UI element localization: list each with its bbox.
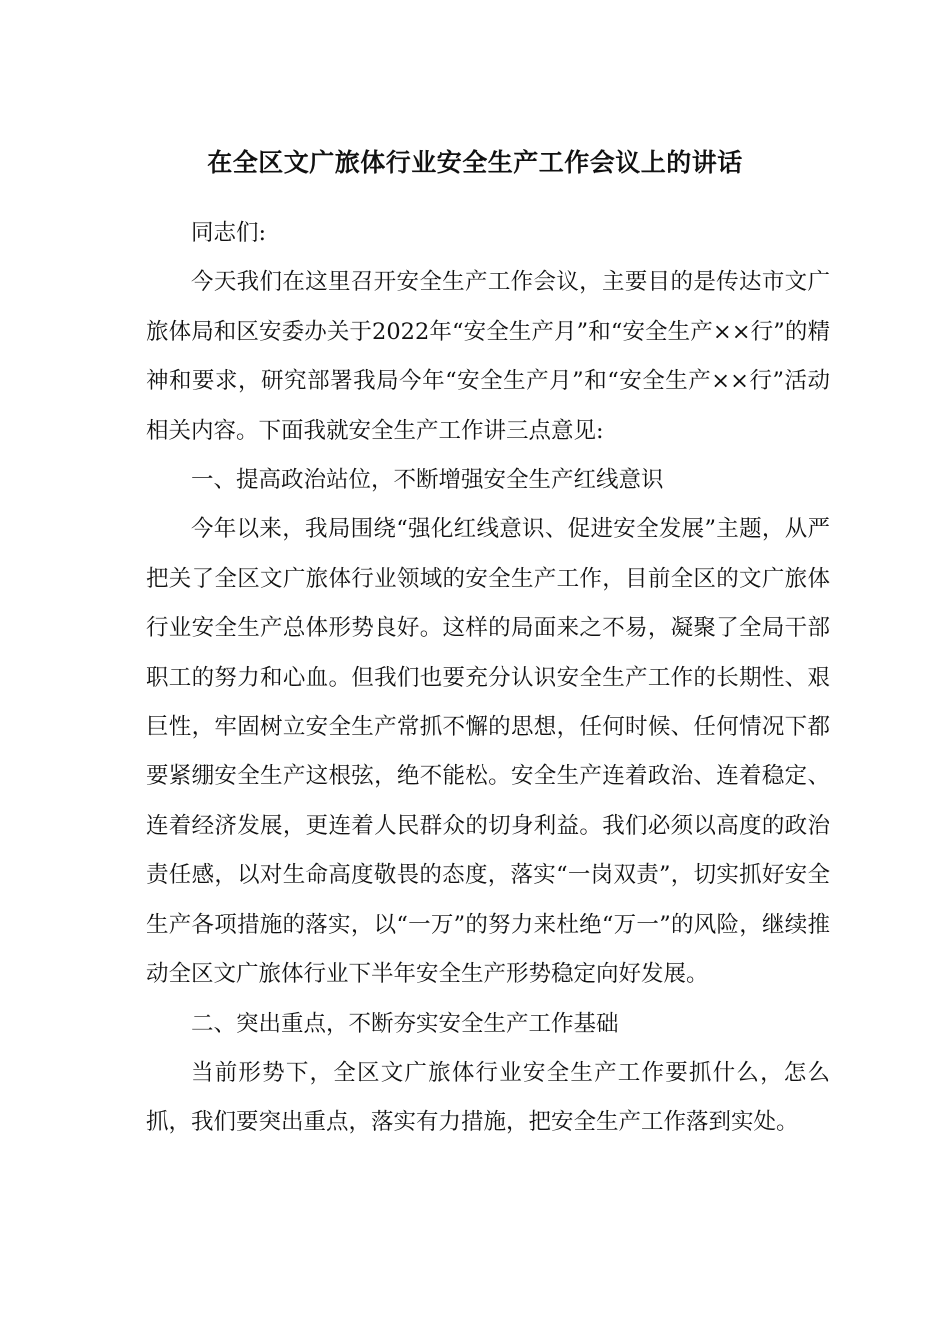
section-heading-2: 二、突出重点，不断夯实安全生产工作基础 bbox=[191, 1010, 619, 1037]
salutation: 同志们: bbox=[191, 220, 267, 246]
section-2-paragraph: 当前形势下，全区文广旅体行业安全生产工作要抓什么，怎么抓，我们要突出重点，落实有力措施，把安全生产工作落到实处。 bbox=[146, 1059, 830, 1136]
document-title: 在全区文广旅体行业安全生产工作会议上的讲话 bbox=[207, 148, 743, 177]
intro-paragraph: 今天我们在这里召开安全生产工作会议，主要目的是传达市文广旅体局和区安委办关于2022年“安全生产月”和“安全生产××行”的精神和要求，研究部署我局今年“安全生产月”和“安全生产××行”活动相关内容。下面我就安全生产工作讲三点意见: bbox=[146, 269, 830, 444]
section-heading-1: 一、提高政治站位，不断增强安全生产红线意识 bbox=[191, 467, 664, 494]
document-body bbox=[146, 209, 830, 1148]
section-1-paragraph: 今年以来，我局围绕“强化红线意识、促进安全发展”主题，从严把关了全区文广旅体行业领域的安全生产工作，目前全区的文广旅体行业安全生产总体形势良好。这样的局面来之不易，凝聚了全局干部职工的努力和心血。但我们也要充分认识安全生产工作的长期性、艰巨性，牢固树立安全生产常抓不懈的思想，任何时候、任何情况下都要紧绷安全生产这根弦，绝不能松。安全生产连着政治、连着稳定、连着经济发展，更连着人民群众的切身利益。我们必须以高度的政治责任感，以对生命高度敬畏的态度，落实“一岗双责”，切实抓好安全生产各项措施的落实，以“一万”的努力来杜绝“万一”的风险，继续推动全区文广旅体行业下半年安全生产形势稳定向好发展。 bbox=[146, 516, 830, 988]
